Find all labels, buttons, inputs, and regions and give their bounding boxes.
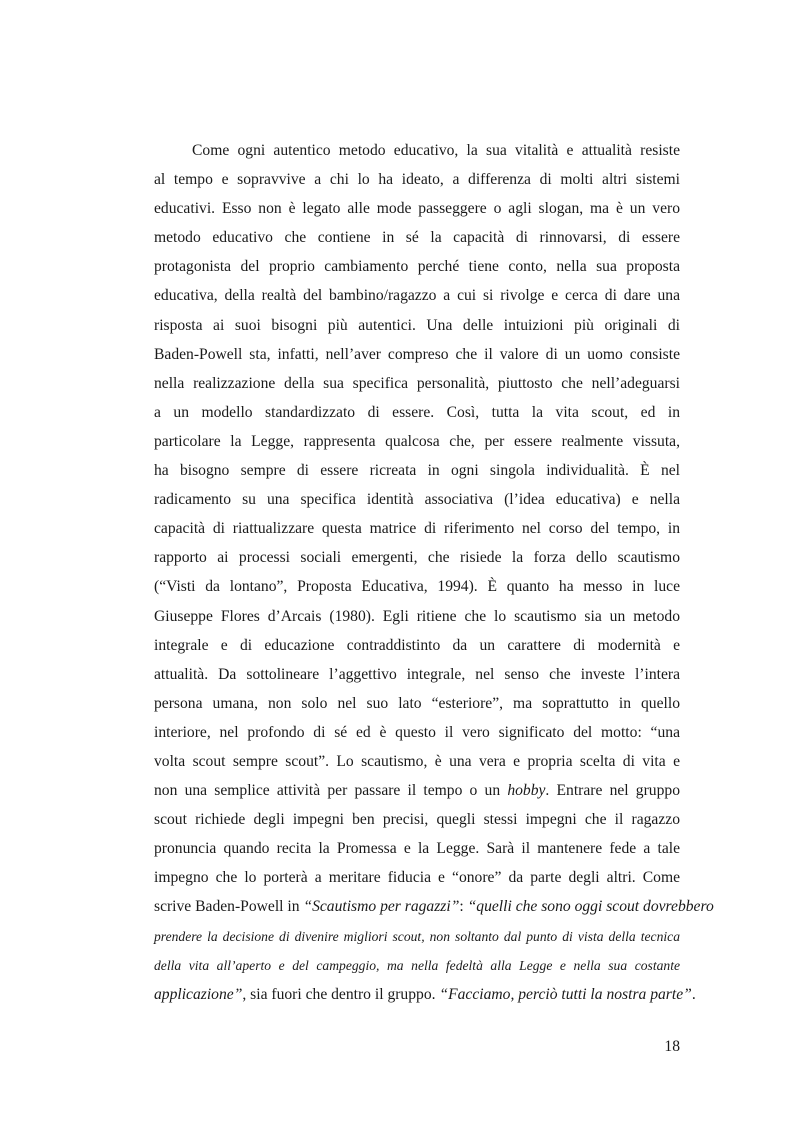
text-line bbox=[154, 922, 680, 951]
text-line bbox=[154, 398, 680, 427]
text-line bbox=[154, 281, 680, 310]
italic-text: prendere la decisione di divenire migliori scout, non soltanto dal punto di vista della tecnica bbox=[154, 928, 680, 944]
text-segment: educativa, della realtà del bambino/ragazzo a cui si rivolge e cerca di dare una bbox=[154, 287, 680, 305]
text-segment: al tempo e sopravvive a chi lo ha ideato, a differenza di molti altri sistemi bbox=[154, 171, 680, 189]
text-segment: integrale e di educazione contraddistinto da un carattere di modernità e bbox=[154, 636, 680, 654]
italic-text: hobby bbox=[507, 782, 546, 800]
text-segment: ha bisogno sempre di essere ricreata in ogni singola individualità. È nel bbox=[154, 462, 680, 480]
italic-text: applicazione” bbox=[154, 985, 243, 1003]
text-segment: capacità di riattualizzare questa matrice di riferimento nel corso del tempo, in bbox=[154, 520, 680, 538]
text-line bbox=[154, 369, 680, 398]
text-line bbox=[154, 689, 680, 718]
text-segment: rapporto ai processi sociali emergenti, che risiede la forza dello scautismo bbox=[154, 549, 680, 567]
italic-text: della vita all’aperto e del campeggio, ma nella fedeltà alla Legge e nella sua costante bbox=[154, 957, 680, 973]
text-segment: volta scout sempre scout”. Lo scautismo, è una vera e propria scelta di vita e bbox=[154, 752, 680, 770]
text-line bbox=[154, 543, 680, 572]
text-segment: . bbox=[691, 985, 696, 1003]
text-segment: (“Visti da lontano”, Proposta Educativa, 1994). È quanto ha messo in luce bbox=[154, 578, 680, 596]
text-segment: Baden-Powell sta, infatti, nell’aver compreso che il valore di un uomo consiste bbox=[154, 345, 680, 363]
text-line bbox=[154, 892, 714, 921]
text-line bbox=[154, 311, 680, 340]
text-segment: metodo educativo che contiene in sé la capacità di rinnovarsi, di essere bbox=[154, 229, 680, 247]
text-segment: Giuseppe Flores d’Arcais (1980). Egli ritiene che lo scautismo sia un metodo bbox=[154, 607, 680, 625]
italic-text: “Facciamo, perciò tutti la nostra parte” bbox=[439, 985, 692, 1003]
text-line bbox=[154, 514, 680, 543]
text-segment: , sia fuori che dentro il gruppo. bbox=[242, 985, 440, 1003]
text-line bbox=[154, 602, 680, 631]
text-line bbox=[154, 485, 680, 514]
text-line bbox=[154, 340, 680, 369]
text-line bbox=[154, 776, 680, 805]
text-line bbox=[154, 951, 680, 980]
text-line bbox=[154, 194, 680, 223]
italic-text: “quelli che sono oggi scout dovrebbero bbox=[467, 898, 714, 916]
text-segment: a un modello standardizzato di essere. Così, tutta la vita scout, ed in bbox=[154, 403, 680, 421]
text-segment: scout richiede degli impegni ben precisi, quegli stessi impegni che il ragazzo bbox=[154, 811, 680, 829]
text-segment: Come ogni autentico metodo educativo, la sua vitalità e attualità resiste bbox=[192, 142, 680, 159]
text-segment: protagonista del proprio cambiamento perché tiene conto, nella sua proposta bbox=[154, 258, 680, 276]
text-segment: nella realizzazione della sua specifica personalità, piuttosto che nell’adeguarsi bbox=[154, 374, 680, 392]
body-paragraph bbox=[154, 136, 714, 1009]
text-line bbox=[154, 747, 680, 776]
text-segment: attualità. Da sottolineare l’aggettivo integrale, nel senso che investe l’intera bbox=[154, 665, 680, 683]
text-line bbox=[154, 165, 680, 194]
text-line bbox=[154, 805, 680, 834]
text-segment: pronuncia quando recita la Promessa e la Legge. Sarà il mantenere fede a tale bbox=[154, 840, 680, 858]
text-segment: particolare la Legge, rappresenta qualcosa che, per essere realmente vissuta, bbox=[154, 432, 680, 450]
text-line bbox=[154, 456, 680, 485]
text-line bbox=[154, 427, 680, 456]
italic-text: “Scautismo per ragazzi” bbox=[303, 898, 460, 916]
text-line bbox=[154, 223, 680, 252]
text-line bbox=[154, 834, 680, 863]
text-line bbox=[154, 252, 680, 281]
text-segment: interiore, nel profondo di sé ed è questo il vero significato del motto: “una bbox=[154, 723, 680, 741]
text-segment: scrive Baden-Powell in bbox=[154, 898, 304, 916]
text-line bbox=[154, 980, 696, 1009]
text-segment: : bbox=[459, 898, 468, 916]
text-segment: non una semplice attività per passare il tempo o un bbox=[154, 782, 508, 800]
page-number: 18 bbox=[664, 1038, 680, 1055]
text-segment: . Entrare nel gruppo bbox=[545, 782, 680, 800]
text-segment: impegno che lo porterà a meritare fiducia e “onore” da parte degli altri. Come bbox=[154, 869, 680, 887]
text-line bbox=[154, 631, 680, 660]
text-line bbox=[154, 863, 680, 892]
text-segment: educativi. Esso non è legato alle mode passeggere o agli slogan, ma è un vero bbox=[154, 200, 680, 218]
text-line bbox=[154, 660, 680, 689]
text-segment: persona umana, non solo nel suo lato “esteriore”, ma soprattutto in quello bbox=[154, 694, 680, 712]
text-line bbox=[154, 718, 680, 747]
text-segment: risposta ai suoi bisogni più autentici. Una delle intuizioni più originali di bbox=[154, 316, 680, 334]
text-line bbox=[154, 136, 680, 165]
text-line bbox=[154, 572, 680, 601]
text-segment: radicamento su una specifica identità associativa (l’idea educativa) e nella bbox=[154, 491, 680, 509]
